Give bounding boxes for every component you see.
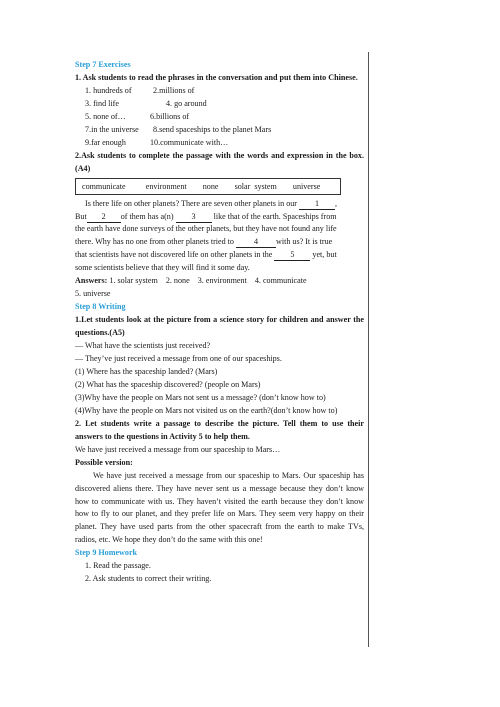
step7-task1: 1. Ask students to read the phrases in the conversation and put them into Chinese. (75, 72, 358, 82)
box-word: communicate (82, 181, 126, 191)
writing-starter: We have just received a message from our spaceship to Mars… (75, 444, 281, 454)
phrase-row: 7.in the universe 8.send spaceships to the planet Mars (85, 124, 272, 134)
phrase-row: 3. find life 4. go around (85, 98, 207, 108)
blank-4: 4 (236, 237, 276, 248)
question-line: (1) Where has the spaceship landed? (Mars) (75, 366, 218, 376)
passage: Is there life on other planets? There are seven other planets in our 1 , But 2 of them has a(n) 3 like that of the earth. Spaceships from the earth have done surveys of the other planets, but they have not found any life there. Why has no one from other planets tried to 4 with us? It is true that scientists have not discovered life on other planets in the 5 yet, but some scientists believe that they will find it some day. (75, 198, 338, 273)
blank-2: 2 (87, 212, 121, 223)
step8-task2: 2. Let students write a passage to describe the picture. Tell them to use their answers to the questions in Activity 5 to help them. (75, 418, 364, 441)
answers-cont: 5. universe (75, 289, 111, 299)
box-word: environment (145, 181, 187, 191)
word-box (75, 178, 341, 195)
blank-5: 5 (274, 250, 310, 261)
box-word: none (202, 181, 219, 191)
lesson-content (75, 59, 364, 586)
blank-3: 3 (176, 212, 212, 223)
step7-heading: Step 7 Exercises (75, 60, 131, 69)
dialogue-line: — They’ve just received a message from one of our spaceships. (75, 354, 282, 364)
box-word: universe (292, 181, 321, 191)
homework-item: 1. Read the passage. (85, 561, 151, 571)
step8-heading: Step 8 Writing (75, 302, 126, 312)
answers: Answers: 1. solar system 2. none 3. environment 4. communicate (75, 276, 307, 286)
blank-1: 1 (299, 199, 335, 210)
phrase-row: 5. none of… 6.billions of (85, 111, 190, 121)
step9-heading: Step 9 Homework (75, 548, 138, 558)
question-line: (3)Why have the people on Mars not sent us a message? (don’t know how to) (75, 392, 326, 402)
step7-task2: 2.Ask students to complete the passage with the words and expression in the box.(A4) (75, 150, 364, 173)
question-line: (2) What has the spaceship discovered? (people on Mars) (75, 379, 261, 389)
box-word: solar system (234, 181, 277, 191)
dialogue-line: — What have the scientists just received? (75, 341, 211, 351)
possible-version-text: We have just received a message from our spaceship to Mars. Our spaceship has discovered aliens there. They have never sent us a message because they don’t know how to communicate with us. They haven’t visited the earth because they don’t know how to fly to our planet, and they prefer life on Mars. They seem very happy on their planet. They have used parts from the other spacecraft from the earth to make TVs, radios, etc. We hope they don’t do the same with this one! (75, 470, 364, 545)
homework-item: 2. Ask students to correct their writing. (85, 574, 212, 584)
margin-rule (368, 52, 369, 647)
possible-version-label: Possible version: (75, 457, 133, 467)
phrase-row: 9.far enough 10.communicate with… (85, 137, 229, 147)
question-line: (4)Why have the people on Mars not visited us on the earth?(don’t know how to) (75, 405, 338, 415)
step8-task1: 1.Let students look at the picture from a science story for children and answer the questions.(A5) (75, 315, 364, 338)
phrase-row: 1. hundreds of 2.millions of (85, 85, 195, 95)
